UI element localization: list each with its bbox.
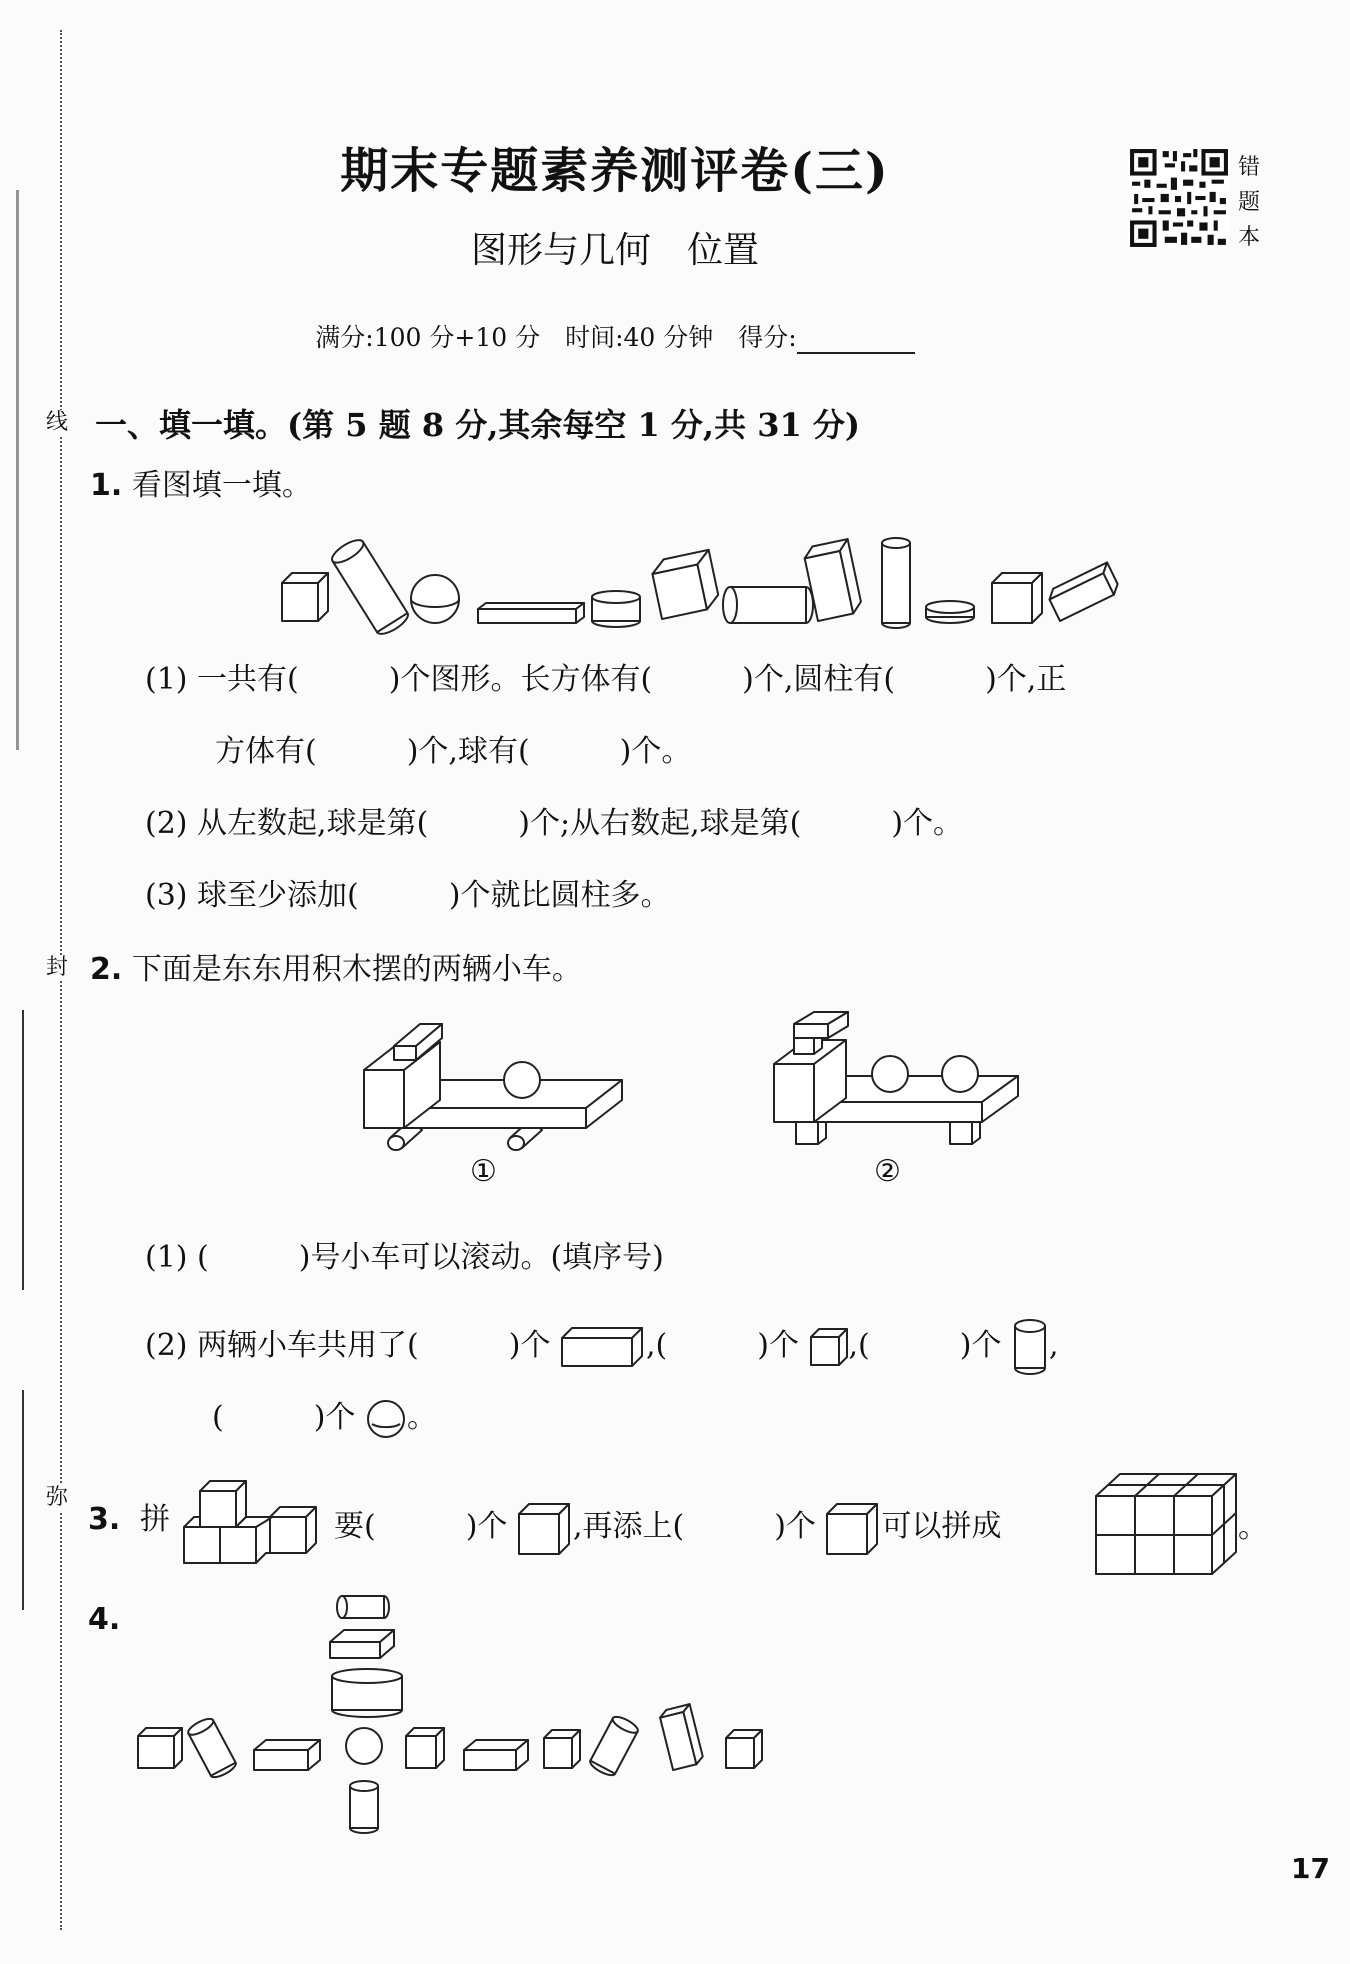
cube-icon (517, 1500, 573, 1556)
q1-part2: (2) 从左数起,球是第( )个;从右数起,球是第( )个。 (145, 806, 964, 841)
q1-part1-line1: (1) 一共有( )个图形。长方体有( )个,圆柱有( )个,正 (145, 662, 1067, 697)
question-text: 看图填一填。 (131, 468, 312, 503)
question-4-number (88, 1600, 120, 1640)
q3-text: ,再添上( )个 (572, 1509, 816, 1544)
car-1-figure (360, 1020, 630, 1170)
q2-part2-text: 。 (406, 1400, 437, 1435)
question-number: 4. (88, 1602, 121, 1637)
question-2-stem (90, 950, 582, 990)
q2-part2-text: ( )个 (212, 1400, 356, 1435)
qr-code-icon[interactable] (1128, 147, 1230, 249)
sphere-shape (411, 575, 459, 623)
score-info (0, 318, 1230, 354)
question-3-number (88, 1500, 120, 1540)
cylinder-shape (186, 1716, 238, 1780)
car-2-label: ② (874, 1154, 901, 1189)
cylinder-shape (332, 1669, 402, 1717)
cylinder-shape (592, 591, 640, 627)
cylinder-shape (926, 601, 974, 623)
q2-part1: (1) ( )号小车可以滚动。(填序号) (145, 1240, 664, 1275)
cube-icon (825, 1500, 881, 1556)
cylinder-icon (1011, 1318, 1049, 1376)
cube-shape (650, 550, 721, 619)
cube-shape (544, 1730, 580, 1768)
q1-shapes-row (270, 535, 1120, 635)
question-number: 2. (90, 952, 123, 987)
sphere-shape (346, 1728, 382, 1764)
section-title: 一、填一填。(第 5 题 8 分,其余每空 1 分,共 31 分) (95, 406, 861, 444)
score-blank[interactable] (797, 330, 915, 354)
q3-text-a: 拼 (140, 1502, 170, 1537)
q2-part2-text: ,( )个 (848, 1328, 1002, 1363)
margin-rule (22, 1390, 24, 1610)
cuboid-shape (1046, 562, 1121, 621)
cylinder-shape (882, 538, 910, 628)
cube-shape (282, 573, 328, 621)
q2-part2-line2 (212, 1398, 437, 1440)
q3-text-e: 。 (1238, 1510, 1268, 1545)
cylinder-shape (723, 587, 813, 623)
cube-shape (138, 1728, 182, 1768)
cylinder-shape (329, 536, 411, 638)
page-number: 17 (1291, 1852, 1330, 1885)
margin-char-feng: 封 (46, 955, 69, 980)
cube-shape (726, 1730, 762, 1768)
cube-icon (809, 1325, 849, 1369)
cuboid-icon (560, 1324, 646, 1370)
margin-rule (22, 1010, 24, 1290)
sphere-icon (365, 1398, 407, 1440)
question-text: 下面是东东用积木摆的两辆小车。 (131, 952, 582, 987)
q2-part2-line1 (145, 1318, 1059, 1376)
car-1-label: ① (470, 1154, 497, 1189)
q2-part2-text: ,( )个 (646, 1328, 799, 1363)
car-2-figure (770, 1010, 1040, 1170)
cuboid-shape (254, 1740, 320, 1770)
margin-char-xian: 线 (46, 410, 69, 435)
q3-cube-stack-figure (180, 1465, 330, 1575)
question-number: 3. (88, 1502, 121, 1537)
q3-text: 可以拼成 (881, 1509, 1002, 1544)
cylinder-shape (350, 1781, 378, 1833)
qr-label-char: 本 (1237, 225, 1260, 250)
q3-text-b-wrap (334, 1500, 1001, 1556)
margin-rule (16, 190, 29, 750)
cylinder-shape (337, 1596, 389, 1618)
question-1-stem (90, 466, 312, 506)
q2-part2-text: (2) 两辆小车共用了( )个 (145, 1328, 551, 1363)
q3-text: 要( )个 (334, 1509, 508, 1544)
cuboid-shape (803, 539, 863, 621)
margin-char-mi: 弥 (46, 1485, 69, 1510)
score-info-text: 满分:100 分+10 分 时间:40 分钟 得分: (315, 323, 797, 352)
q3-big-cube-figure (1092, 1470, 1242, 1580)
q2-part2-text: , (1049, 1328, 1059, 1363)
q1-part1-line2: 方体有( )个,球有( )个。 (215, 734, 692, 769)
q4-shapes-figure (130, 1590, 790, 1835)
cylinder-shape (588, 1714, 640, 1778)
qr-label-char: 题 (1237, 190, 1260, 215)
question-number: 1. (90, 468, 123, 503)
q1-part3: (3) 球至少添加( )个就比圆柱多。 (145, 878, 671, 913)
cube-shape (406, 1728, 444, 1768)
page-subtitle: 图形与几何 位置 (470, 230, 759, 271)
page-title: 期末专题素养测评卷(三) (340, 143, 890, 199)
error-book-label (1236, 150, 1262, 255)
cuboid-shape (464, 1740, 528, 1770)
cuboid-shape (330, 1630, 394, 1658)
qr-label-char: 错 (1237, 155, 1260, 180)
cuboid-shape (659, 1704, 705, 1770)
cuboid-shape (478, 603, 584, 623)
cube-shape (992, 573, 1042, 623)
